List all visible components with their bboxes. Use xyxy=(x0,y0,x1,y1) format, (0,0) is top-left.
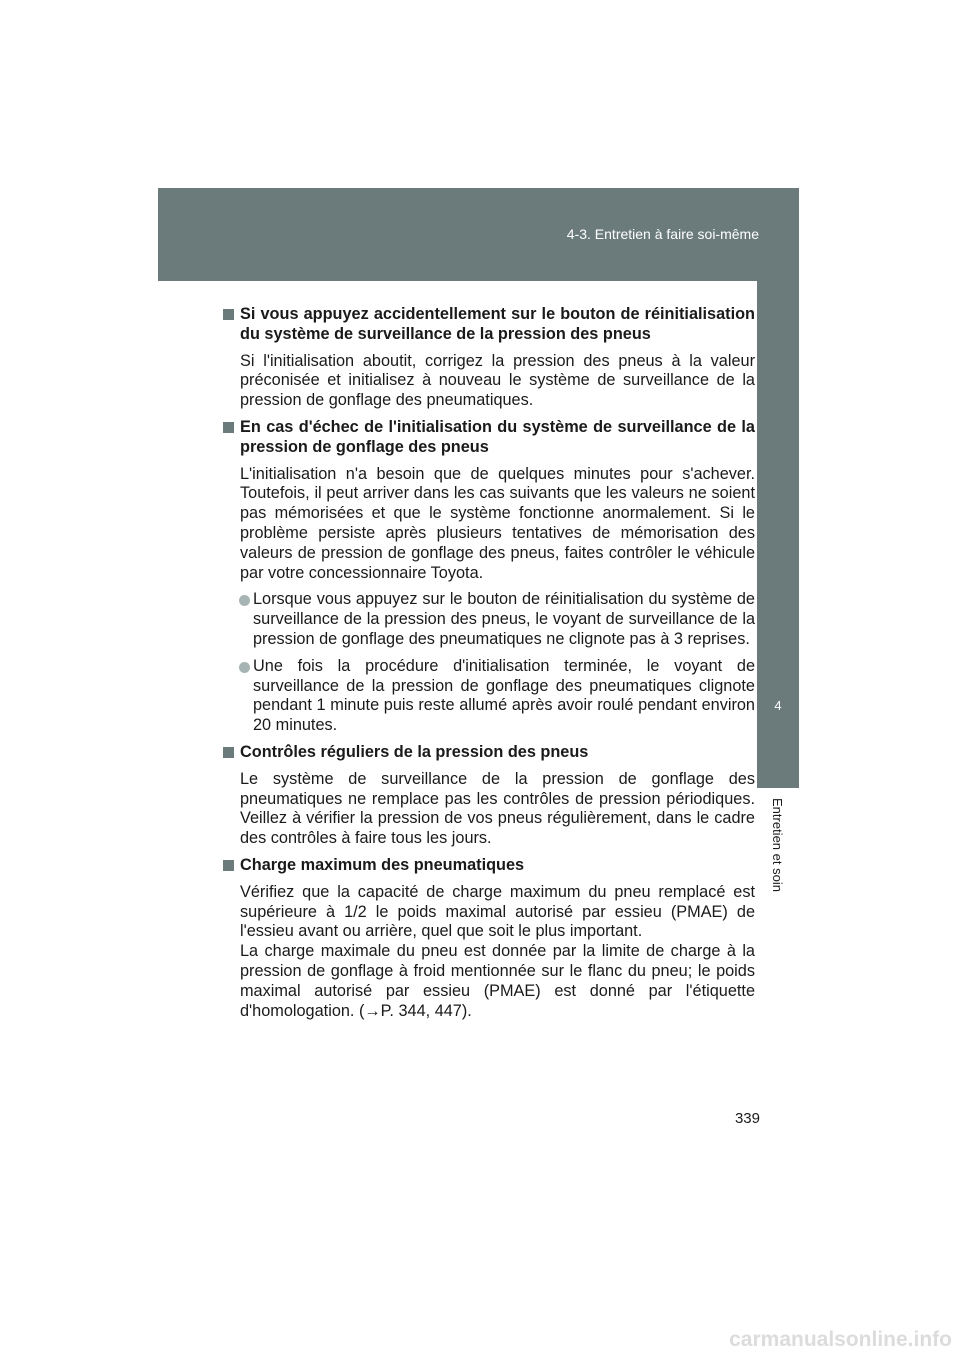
list-item-text: Lorsque vous appuyez sur le bouton de réinitialisation du système de surveillance de la pression des pneus, le voyant de surveillance de la pression de gonflage des pneumatiques ne clignote pas à 3 reprises. xyxy=(253,590,755,648)
section-body: L'initialisation n'a besoin que de quelques minutes pour s'achever. Toutefois, il peut arriver dans les cas suivants que les valeurs ne soient pas mémorisées et que le système fonctionne anormalement. Si le problème persiste après plusieurs tentatives de mémorisation des valeurs de pression de gonflage des pneus, faites contrôler le véhicule par votre concessionnaire Toyota. xyxy=(240,464,755,582)
section-body-continued: La charge maximale du pneu est donnée par la limite de charge à la pression de gonflage à froid mentionnée sur le flanc du pneu; le poids maximal autorisé par essieu (PMAE) est donné par l'étiquette d'homologation. (→P. 344, 447). xyxy=(240,942,755,1020)
section-heading xyxy=(223,305,755,345)
page-number: 339 xyxy=(734,1110,760,1127)
square-bullet-icon xyxy=(223,309,234,320)
chapter-label xyxy=(757,788,799,1028)
heading-text: Contrôles réguliers de la pression des pneus xyxy=(240,742,589,761)
section-body: Si l'initialisation aboutit, corrigez la pression des pneus à la valeur préconisée et initialisez à nouveau le système de surveillance de la pression de gonflage des pneumatiques. xyxy=(240,351,755,410)
section-heading xyxy=(223,856,755,876)
section-body: Vérifiez que la capacité de charge maximum du pneu remplacé est supérieure à 1/2 le poids maximal autorisé par essieu (PMAE) de l'essieu avant ou arrière, quel que soit le plus important. xyxy=(240,882,755,941)
circle-bullet-icon xyxy=(239,595,250,606)
circle-bullet-icon xyxy=(239,662,250,673)
watermark: carmanualsonline.info xyxy=(729,1328,952,1351)
square-bullet-icon xyxy=(223,860,234,871)
section-title: 4-3. Entretien à faire soi-même xyxy=(566,226,759,242)
list-item-text: Une fois la procédure d'initialisation terminée, le voyant de surveillance de la pression de gonflage des pneumatiques clignote pendant 1 minute puis reste allumé après avoir roulé pendant environ 20 minutes. xyxy=(253,656,755,735)
side-tab-top xyxy=(757,281,799,696)
heading-text: Si vous appuyez accidentellement sur le bouton de réinitialisation du système de surveillance de la pression des pneus xyxy=(240,305,755,343)
chapter-number: 4 xyxy=(774,698,782,713)
square-bullet-icon xyxy=(223,422,234,433)
section-heading xyxy=(223,418,755,458)
page-content xyxy=(223,305,755,1028)
list-item xyxy=(223,657,755,736)
chapter-tab xyxy=(757,696,799,788)
heading-text: Charge maximum des pneumatiques xyxy=(240,855,525,874)
section-body: Le système de surveillance de la pression de gonflage des pneumatiques ne remplace pas les contrôles de pression périodiques. Veillez à vérifier la pression de vos pneus régulièrement, dans le cadre des contrôles à faire tous les jours. xyxy=(240,769,755,848)
chapter-title: Entretien et soin xyxy=(770,798,785,892)
list-item xyxy=(223,590,755,649)
section-heading xyxy=(223,743,755,763)
square-bullet-icon xyxy=(223,747,234,758)
header-band xyxy=(158,188,799,281)
heading-text: En cas d'échec de l'initialisation du système de surveillance de la pression de gonflage des pneus xyxy=(240,417,755,456)
